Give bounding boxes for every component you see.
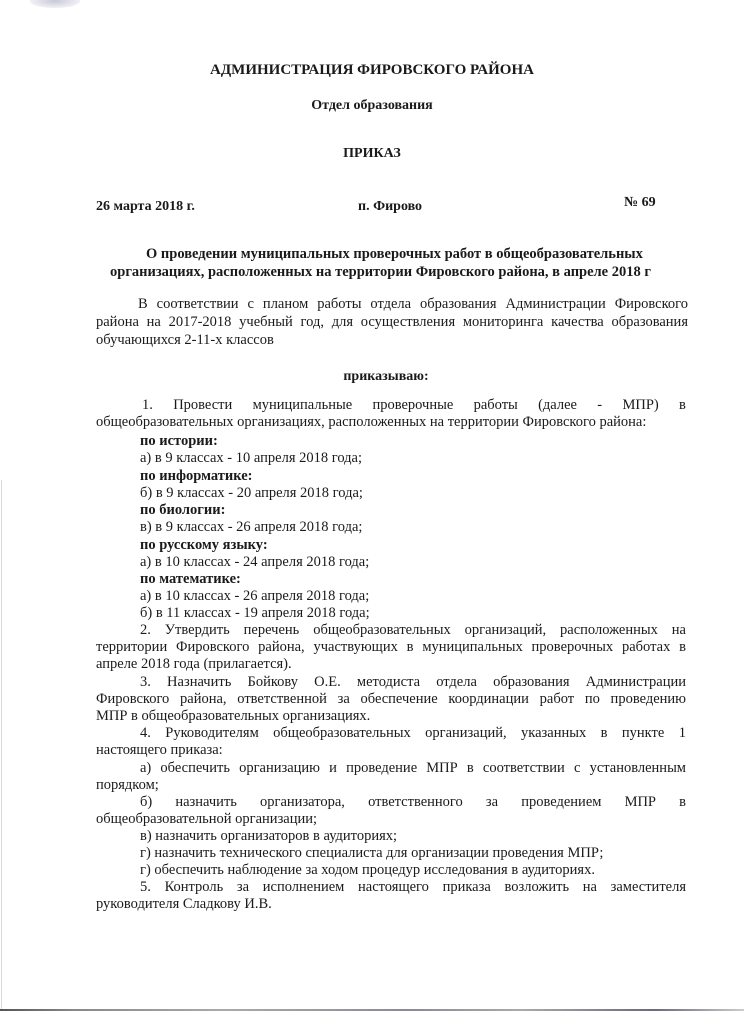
scan-smudge	[30, 0, 80, 8]
item-3-line-3: МПР в общеобразовательных организациях.	[96, 708, 371, 724]
subject-history: по истории:	[140, 433, 218, 449]
subject-entry: а) в 9 классах - 10 апреля 2018 года;	[140, 450, 362, 466]
department-name: Отдел образования	[311, 98, 433, 113]
organization-name: АДМИНИСТРАЦИЯ ФИРОВСКОГО РАЙОНА	[210, 62, 534, 78]
word: работы	[473, 397, 518, 413]
item-4b-line-2: общеобразовательной организации;	[96, 811, 318, 827]
subject-entry: б) в 9 классах - 20 апреля 2018 года;	[140, 485, 363, 501]
scan-edge-left	[1, 480, 2, 1010]
word: (далее	[538, 397, 577, 413]
item-1-line-1	[96, 397, 686, 414]
item-4b-line-1: б) назначить организатора, ответственного за проведением МПР в	[140, 794, 686, 810]
doc-date: 26 марта 2018 г.	[96, 199, 195, 214]
item-4d: г) назначить технического специалиста для организации проведения МПР;	[140, 845, 604, 861]
doc-number: № 69	[624, 195, 656, 210]
order-word: приказываю:	[343, 369, 429, 384]
doc-type: ПРИКАЗ	[343, 146, 401, 161]
word: проверочные	[372, 397, 454, 413]
word: МПР)	[622, 397, 659, 413]
item-1-number: 1.	[142, 397, 153, 413]
item-2-line-3: апреле 2018 года (прилагается).	[96, 656, 292, 672]
subject-entry: б) в 11 классах - 19 апреля 2018 года;	[140, 605, 370, 621]
item-4e: г) обеспечить наблюдение за ходом процедур исследования в аудиториях.	[140, 862, 595, 878]
item-4-line-1: 4. Руководителям общеобразовательных организаций, указанных в пункте 1	[140, 725, 686, 741]
subject-biology: по биологии:	[140, 502, 226, 518]
subject-entry: а) в 10 классах - 26 апреля 2018 года;	[140, 588, 370, 604]
subject-entry: а) в 10 классах - 24 апреля 2018 года;	[140, 554, 370, 570]
item-2-line-1: 2. Утвердить перечень общеобразовательных организаций, расположенных на	[140, 622, 686, 638]
preamble-line-3: обучающихся 2-11-х классов	[96, 332, 274, 348]
preamble-line-2: района на 2017-2018 учебный год, для осуществления мониторинга качества образования	[96, 314, 688, 330]
item-4-line-2: настоящего приказа:	[96, 742, 223, 758]
word: в	[679, 397, 686, 413]
doc-place: п. Фирово	[358, 199, 423, 214]
item-2-line-2: территории Фировского района, участвующих в муниципальных проверочных работах в	[96, 639, 686, 655]
item-3-line-2: Фировского района, ответственной за обеспечение координации работ по проведению	[96, 691, 686, 707]
title-line-1: О проведении муниципальных проверочных работ в общеобразовательных	[146, 246, 643, 262]
word: -	[597, 397, 603, 413]
scan-edge-bottom	[0, 1009, 744, 1011]
word: Провести	[173, 397, 233, 413]
item-4a-line-2: порядком;	[96, 777, 159, 793]
subject-russian: по русскому языку:	[140, 537, 268, 553]
preamble-line-1: В соответствии с планом работы отдела образования Администрации Фировского	[138, 296, 688, 312]
item-3-line-1: 3. Назначить Бойкову О.Е. методиста отдела образования Администрации	[140, 674, 686, 690]
subject-math: по математике:	[140, 571, 241, 587]
item-1-line-2: общеобразовательных организациях, расположенных на территории Фировского района:	[96, 414, 647, 430]
subject-informatics: по информатике:	[140, 468, 253, 484]
item-4c: в) назначить организаторов в аудиториях;	[140, 828, 398, 844]
word: муниципальные	[252, 397, 353, 413]
title-line-2: организациях, расположенных на территории Фировского района, в апреле 2018 г	[110, 264, 651, 280]
item-5-line-2: руководителя Сладкову И.В.	[96, 896, 272, 912]
item-4a-line-1: а) обеспечить организацию и проведение МПР в соответствии с установленным	[140, 760, 686, 776]
subject-entry: в) в 9 классах - 26 апреля 2018 года;	[140, 519, 363, 535]
item-5-line-1: 5. Контроль за исполнением настоящего приказа возложить на заместителя	[140, 879, 686, 895]
